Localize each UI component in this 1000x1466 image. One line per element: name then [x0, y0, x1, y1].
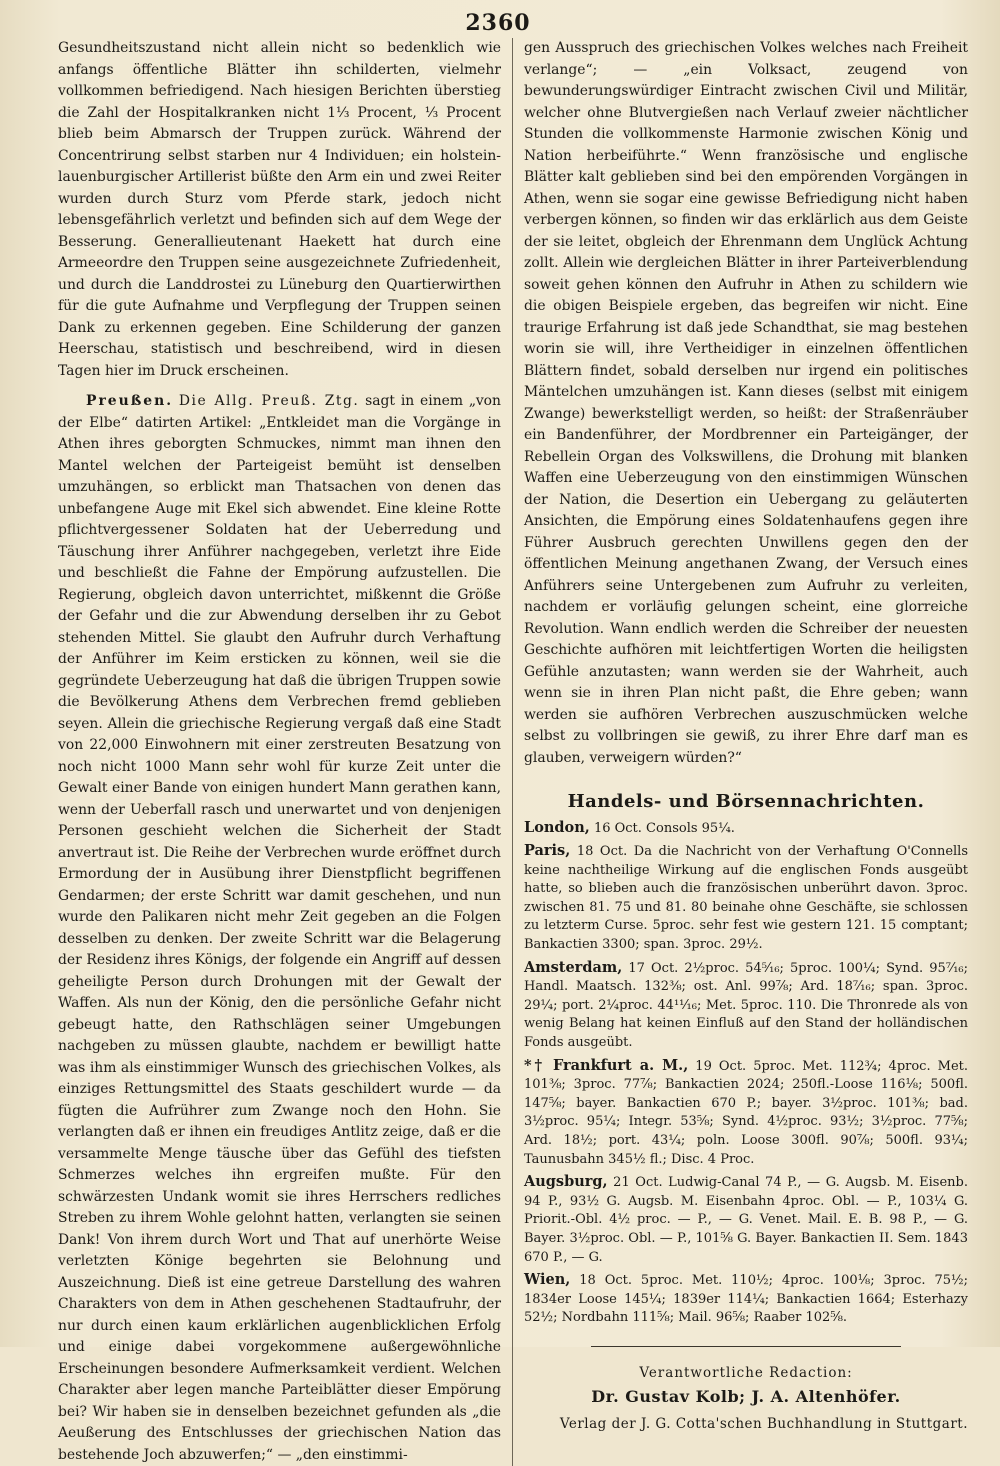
market-entry-augsburg	[524, 1173, 968, 1267]
prussia-article-paragraph	[58, 391, 501, 1466]
section-heading-prussia: Preußen.	[86, 393, 174, 409]
market-entry-amsterdam	[524, 959, 968, 1053]
editors-names: Dr. Gustav Kolb; J. A. Altenhöfer.	[591, 1387, 901, 1407]
market-city: London,	[524, 818, 590, 836]
market-entry-paris	[524, 842, 968, 955]
publisher-line: Verlag der J. G. Cotta'schen Buchhandlung in Stuttgart.	[559, 1415, 968, 1432]
market-news-heading: Handels- und Börsennachrichten.	[567, 791, 925, 812]
market-city: Wien,	[524, 1271, 571, 1289]
market-city: Amsterdam,	[524, 958, 623, 976]
prussia-article-body: sagt in einem „von der Elbe“ datirten Artikel: „Entkleidet man die Vorgänge in Athen ihres geborgten Schmuckes, nimmt man ihnen den Mantel welchen der Parteigeist bemüht ist denselben umzuhängen, so erblickt man Thatsachen von denen das unbefangene Auge mit Ekel sich abwendet. Eine kleine Rotte pflichtvergessener Soldaten hat der Ueberredung und Täuschung ihrer Anführer nachgegeben, verletzt ihre Eide und beschließt die Fahne der Empörung aufzustellen. Die Regierung, obgleich davon unterrichtet, mißkennt die Größe der Gefahr und die zur Abwendung derselben ihr zu Gebot stehenden Mittel. Sie glaubt den Aufruhr durch Verhaftung der Anführer im Keim ersticken zu können, weil sie die gegründete Ueberzeugung hat daß die übrigen Truppen sowie die Bevölkerung Athens dem Verbrechen fremd geblieben seyen. Allein die griechische Regierung vergaß daß eine Stadt von 22,000 Einwohnern mit einer zerstreuten Besatzung von noch nicht 1000 Mann sehr wohl für kurze Zeit unter die Gewalt einer Bande von einigen hundert Mann gerathen kann, wenn der Ueberfall rasch und unerwartet und von denjenigen Personen geschieht welchen die Sicherheit der Stadt anvertraut ist. Die Reihe der Verbrechen wurde eröffnet durch Ermordung der in Ausübung ihrer Dienstpflicht begriffenen Gendarmen; der erste Schritt war damit geschehen, und nun wurde den Palikaren nicht mehr Zeit gegeben an die Folgen desselben zu denken. Der zweite Schritt war die Belagerung der Residenz ihres Königs, der folgende ein Angriff auf dessen geheiligte Person durch Drohungen mit der Gewalt der Waffen. Als nun der König, den die persönliche Gefahr nicht gebeugt hatte, den Rathschlägen seiner Umgebungen nachgeben zu müssen glaubte, nachdem er bewilligt hatte was ihm als einstimmiger Wunsch des griechischen Volkes, als einziges Rettungsmittel des Staats geschildert wurde — da fügten die Aufrührer zum Zwange noch den Hohn. Sie verlangten daß er ihnen ein freudiges Antlitz zeige, daß er die versammelte Menge täusche über das Gefühl des tiefsten Schmerzes welches ihn ergreifen mußte. Für den schwärzesten Undank womit sie ihres Herrschers redliches Streben zu ihrem Wohle gelohnt hatten, verlangten sie seinen Dank! Von ihrem durch Wort und That auf unerhörte Weise verletzten Könige begehrten sie Belohnung und Auszeichnung. Dieß ist eine getreue Darstellung des wahren Charakters von dem in Athen geschehenen Stadtaufruhr, der nur durch einen kaum erklärlichen augenblicklichen Erfolg und einige dabei vorgekommene außergewöhnliche Erscheinungen besondere Aufmerksamkeit verdient. Welchen Charakter aber legen manche Parteiblätter dieser Empörung bei? Wir haben sie in denselben bezeichnet gefunden als „die Aeußerung des Entschlusses der griechischen Nation das bestehende Joch abzuwerfen;“ — „den einstimmi-	[58, 393, 501, 1463]
market-entry-frankfurt	[524, 1057, 968, 1170]
two-column-body	[58, 38, 968, 1466]
market-text: 18 Oct. 5proc. Met. 110½; 4proc. 100⅛; 3proc. 75½; 1834er Loose 145¼; 1839er 114¼; Bankactien 1664; Esterhazy 52½; Nordbahn 111⅝; Mail. 96⅝; Raaber 102⅝.	[524, 1273, 968, 1326]
article-continuation-paragraph: gen Ausspruch des griechischen Volkes welches nach Freiheit verlange“; — „ein Volksact, zeugend von bewunderungswürdiger Eintracht zwischen Civil und Militär, welcher ohne Blutvergießen nach Verlauf zweier nächtlicher Stunden die vollkommenste Harmonie zwischen König und Nation herbeiführte.“ Wenn französische und englische Blätter kalt geblieben sind bei den empörenden Vorgängen in Athen, wenn sie sogar eine gewisse Befriedigung nicht haben verbergen können, so finden wir das erklärlich aus dem Geiste der sie leitet, obgleich der Ehrenmann dem Unglück Achtung zollt. Allein wie dergleichen Blätter in ihrer Parteiverblendung soweit gehen können den Aufruhr in Athen zu schildern wie die obigen Beispiele ergeben, das begreifen wir nicht. Eine traurige Erfahrung ist daß jede Schandthat, sie mag bestehen worin sie will, ihre Vertheidiger in einzelnen öffentlichen Blättern findet, sobald derselben nur irgend ein politisches Mäntelchen umzuhängen ist. Kann dieses (selbst mit einigem Zwange) bewerkstelligt werden, so heißt: der Straßenräuber ein Bandenführer, der Mordbrenner ein Parteigänger, der Rebellein Organ des Volkswillens, die Drohung mit blanken Waffen eine Ueberzeugung von den einstimmigen Wünschen der Nation, die Desertion ein Uebergang zu geläuterten Ansichten, die Empörung eines Soldatenhaufens gegen ihre Führer Ausbruch gerechten Unwillens gegen den der öffentlichen Meinung angethanen Zwang, der Versuch eines Anführers seine Untergebenen zum Aufruhr zu verleiten, nachdem er vorläufig gelungen scheint, eine glorreiche Revolution. Wann endlich werden die Schreiber der neuesten Geschichte aufhören mit leichtfertigen Worten die heiligsten Gefühle anzutasten; wann werden sie der Wahrheit, auch wenn sie in ihren Plan nicht paßt, die Ehre geben; wann werden sie aufhören Verbrechen auszuschmücken welche selbst zu vollbringen sie gewiß, zu ihrer Ehre darf man es glauben, verweigern würden?“	[524, 40, 968, 766]
market-city: Augsburg,	[524, 1173, 608, 1191]
left-column	[58, 38, 513, 1466]
market-text: 17 Oct. 2½proc. 54⁵⁄₁₆; 5proc. 100¼; Synd. 95⁷⁄₁₆; Handl. Maatsch. 132⅜; ost. Anl. 99⅞; Ard. 18⁷⁄₁₆; span. 3proc. 29¼; port. 2¼proc. 44¹¹⁄₁₆; Met. 5proc. 110. Die Thronrede als von wenig Belang hat keinen Einfluß auf den Stand der holländischen Fonds ausgeübt.	[524, 960, 968, 1051]
market-entry-london	[524, 819, 968, 839]
market-entry-vienna	[524, 1271, 968, 1328]
market-text: 16 Oct. Consols 95¼.	[589, 820, 735, 836]
market-city: Paris,	[524, 842, 571, 860]
health-report-paragraph: Gesundheitszustand nicht allein nicht so bedenklich wie anfangs öffentliche Blätter ihn schilderten, vielmehr vollkommen befriedigend. Nach hiesigen Berichten überstieg die Zahl der Hospitalkranken nicht 1⅓ Procent, ⅓ Procent blieb beim Abmarsch der Truppen zurück. Während der Concentrirung selbst starben nur 4 Individuen; ein holstein-lauenburgischer Artillerist büßte den Arm ein und zwei Reiter wurden durch Sturz vom Pferde stark, jedoch nicht lebensgefährlich verletzt und befinden sich auf dem Wege der Besserung. Generallieutenant Haekett hat durch eine Armeeordre den Truppen seine ausgezeichnete Zufriedenheit, und durch die Landdrostei zu Lüneburg den Quartierwirthen für die gute Aufnahme und Verpflegung der Truppen seinen Dank zu erkennen gegeben. Eine Schilderung der ganzen Heerschau, statistisch und beschreibend, wird in diesen Tagen hier im Druck erscheinen.	[58, 40, 501, 379]
right-column	[513, 38, 968, 1466]
source-citation: Die Allg. Preuß. Ztg.	[178, 393, 360, 409]
market-text: 18 Oct. Da die Nachricht von der Verhaftung O'Connells keine nachtheilige Wirkung auf die englischen Fonds ausgeübt hatte, so blieben auch die französischen unberührt davon. 3proc. zwischen 81. 75 und 81. 80 beinahe ohne Geschäfte, sie schlossen zu letzterm Curse. 5proc. sehr fest wie gestern 121. 15 comptant; Bankactien 3300; span. 3proc. 29½.	[524, 844, 968, 953]
market-city: *† Frankfurt a. M.,	[524, 1056, 689, 1074]
page-number: 2360	[465, 10, 531, 36]
market-text: 21 Oct. Ludwig-Canal 74 P., — G. Augsb. M. Eisenb. 94 P., 93½ G. Augsb. M. Eisenbahn 4proc. Obl. — P., 103¼ G. Priorit.-Obl. 4½ proc. — P., — G. Venet. Mail. E. B. 98 P., — G. Bayer. 3½proc. Obl. — P., 101⅝ G. Bayer. Bankactien II. Sem. 1843 670 P., — G.	[524, 1175, 968, 1265]
market-text: 19 Oct. 5proc. Met. 112¾; 4proc. Met. 101⅜; 3proc. 77⅞; Bankactien 2024; 250fl.-Loose 116⅛; 500fl. 147⅝; bayer. Bankactien 670 P.; bayer. 3½proc. 101⅜; bad. 3½proc. 95¼; Integr. 53⅝; Synd. 4½proc. 93½; 3½proc. 77⅝; Ard. 18½; port. 43¼; poln. Loose 300fl. 90⅞; 500fl. 93¼; Taunusbahn 345½ fl.; Disc. 4 Proc.	[524, 1058, 969, 1167]
editorial-label: Verantwortliche Redaction:	[639, 1364, 853, 1381]
